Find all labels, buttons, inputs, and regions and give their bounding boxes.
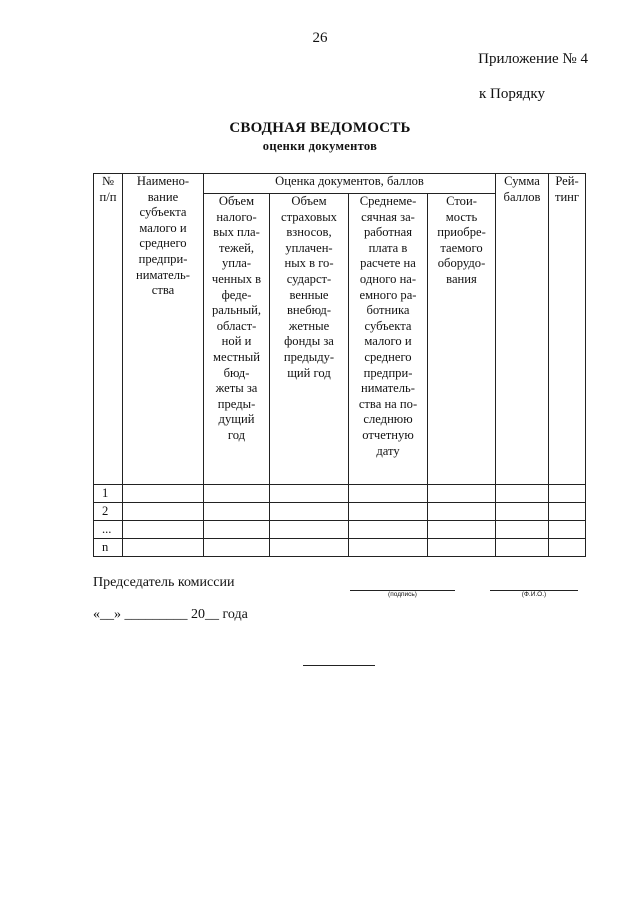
table-cell: [549, 503, 586, 521]
table-cell: [496, 539, 549, 557]
table-row: [94, 521, 586, 539]
end-divider: [303, 665, 375, 666]
order-reference: к Порядку: [479, 86, 545, 102]
name-caption: (Ф.И.О.): [521, 591, 547, 598]
table-cell: [349, 485, 428, 503]
table-cell: [349, 521, 428, 539]
table-cell: [428, 503, 496, 521]
table-cell: [123, 503, 204, 521]
table-cell: [549, 485, 586, 503]
table-cell: [123, 539, 204, 557]
table-cell: [496, 503, 549, 521]
table-cell: [204, 503, 270, 521]
table-cell: [428, 521, 496, 539]
date-line: «__» _________ 20__ года: [93, 607, 248, 622]
table-row: [94, 539, 586, 557]
table-cell: [428, 539, 496, 557]
row-number: n: [94, 539, 123, 557]
table-cell: [549, 521, 586, 539]
row-number: 2: [94, 503, 123, 521]
table-cell: [270, 485, 349, 503]
row-number: 1: [94, 485, 123, 503]
table-cell: [270, 503, 349, 521]
header-entity-name: Наимено- вание субъекта малого и среднего предпри- ниматель- ства: [123, 174, 204, 485]
table-cell: [123, 521, 204, 539]
document-subtitle: оценки документов: [262, 139, 378, 153]
table-cell: [204, 539, 270, 557]
row-number: ...: [94, 521, 123, 539]
signature-caption: (подпись): [388, 591, 417, 598]
table-cell: [428, 485, 496, 503]
header-insurance-contributions: Объем страховых взносов, уплачен- ных в го- сударст- венные внебюд- жетные фонды за предыду- щий год: [270, 194, 349, 485]
table-cell: [496, 521, 549, 539]
table-cell: [349, 503, 428, 521]
table-cell: [349, 539, 428, 557]
table-row: [94, 485, 586, 503]
header-equipment-cost: Стои- мость приобре- таемого оборудо- вания: [428, 194, 496, 485]
table-cell: [270, 521, 349, 539]
chairman-label: Председатель комиссии: [93, 575, 235, 590]
summary-table: [93, 173, 586, 557]
table-row: [94, 503, 586, 521]
table-cell: [123, 485, 204, 503]
table-cell: [496, 485, 549, 503]
header-tax-payments: Объем налого- вых пла- тежей, упла- ченных в феде- ральный, област- ной и местный бюд- жеты за преды- дущий год: [204, 194, 270, 485]
document-title: СВОДНАЯ ВЕДОМОСТЬ: [229, 120, 411, 136]
header-rating: Рей- тинг: [549, 174, 586, 485]
header-total-score: Сумма баллов: [496, 174, 549, 485]
header-number: № п/п: [94, 174, 123, 485]
header-assessment-group: Оценка документов, баллов: [204, 174, 496, 194]
table-cell: [270, 539, 349, 557]
table-cell: [549, 539, 586, 557]
table-cell: [204, 521, 270, 539]
appendix-label: Приложение № 4: [478, 51, 588, 67]
header-average-salary: Среднеме- сячная за- работная плата в расчете на одного на- емного ра- ботника субъекта малого и среднего предпри- ниматель- ства на по- следнюю отчетную дату: [349, 194, 428, 485]
table-cell: [204, 485, 270, 503]
page-number: 26: [312, 30, 328, 46]
